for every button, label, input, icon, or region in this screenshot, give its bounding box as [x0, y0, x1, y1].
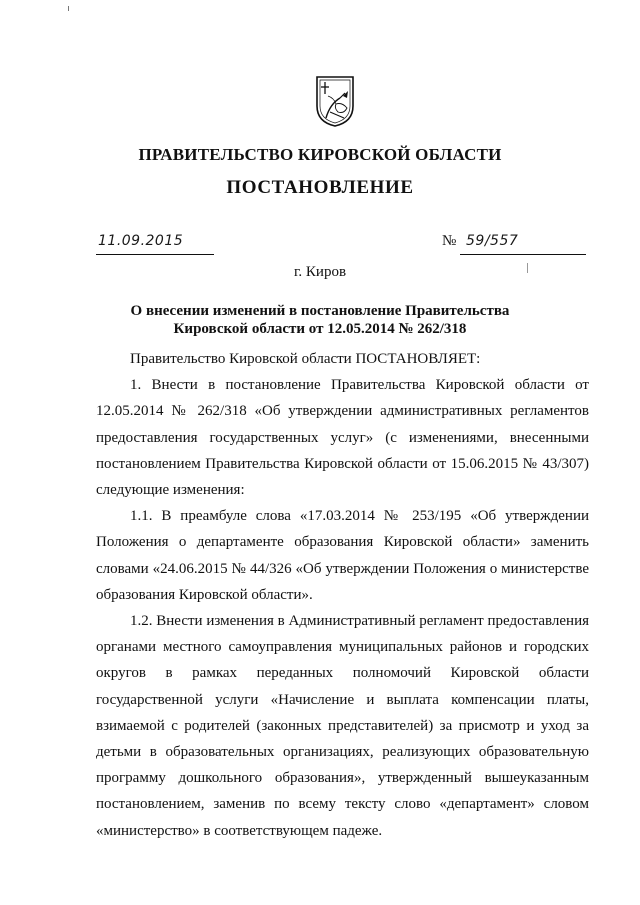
document-body	[96, 346, 589, 844]
subject-line: Кировской области от 12.05.2014 № 262/318	[173, 321, 467, 337]
kirov-oblast-coat-of-arms-icon	[314, 74, 356, 128]
document-type-title: ПОСТАНОВЛЕНИЕ	[226, 177, 414, 198]
number-label: №	[442, 233, 457, 249]
body-paragraph-item-1-2: 1.2. Внести изменения в Административный регламент предоставления органами местного самоуправления муниципальных районов и городских округов в рамках переданных полномочий Кировской области государственной услуги «Начисление и выплата компенсации платы, взимаемой с родителей (законных представителей) за присмотр и уход за детьми в образовательных организациях, реализующих образовательную программу дошкольного образования», утвержденный вышеуказанным постановлением, заменив по всему тексту слово «департамент» словом «министерство» в соответствующем падеже.	[96, 613, 589, 839]
decree-number: 59/557	[466, 233, 519, 249]
body-paragraph-item-1-1: 1.1. В преамбуле слова «17.03.2014 № 253/195 «Об утверждении Положения о департаменте образования Кировской области» заменить словами «24.06.2015 № 44/326 «Об утверждении Положения о министерстве образования Кировской области».	[96, 508, 589, 603]
number-field	[460, 232, 586, 255]
document-subject	[0, 302, 640, 338]
body-paragraph-item-1: 1. Внести в постановление Правительства Кировской области от 12.05.2014 № 262/318 «Об утверждении административных регламентов предоставления государственных услуг» (с изменениями, внесенными постановлением Правительства Кировской области от 15.06.2015 № 43/307) следующие изменения:	[96, 377, 589, 499]
subject-line: О внесении изменений в постановление Правительства	[130, 303, 510, 319]
government-name: ПРАВИТЕЛЬСТВО КИРОВСКОЙ ОБЛАСТИ	[138, 145, 502, 164]
date-field	[96, 232, 214, 255]
city-name: г. Киров	[293, 264, 347, 280]
body-paragraph-preamble: Правительство Кировской области ПОСТАНОВЛЯЕТ:	[130, 351, 481, 367]
decree-date: 11.09.2015	[98, 233, 184, 249]
scan-artifact-mark	[527, 263, 528, 273]
scan-artifact-mark	[68, 6, 69, 11]
